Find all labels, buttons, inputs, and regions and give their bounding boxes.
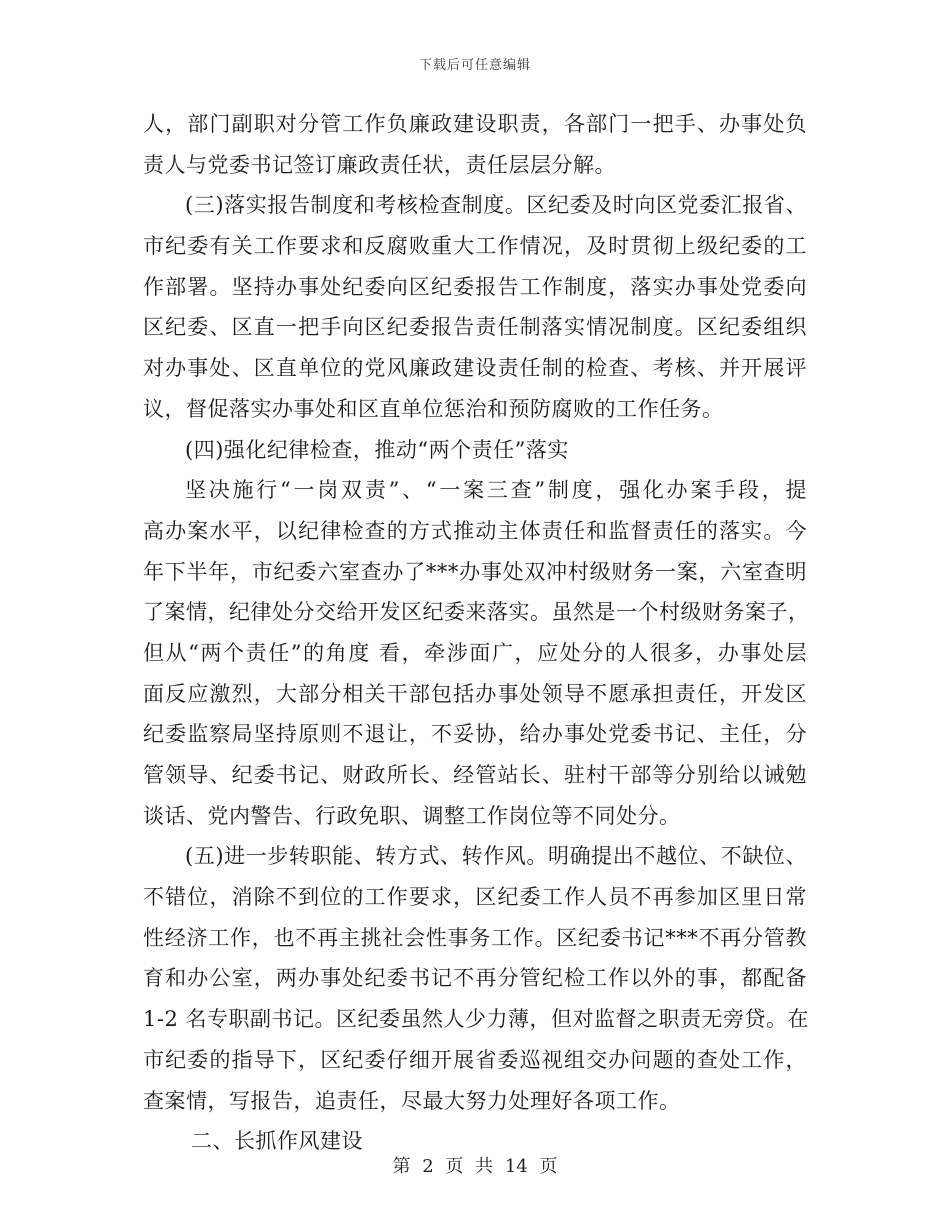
text-line: 人，部门副职对分管工作负廉政建设职责，各部门一把手、办事处负 <box>143 112 807 136</box>
text-line: 不错位，消除不到位的工作要求，区纪委工作人员不再参加区里日常 <box>143 885 807 910</box>
text-line: 纪委监察局坚持原则不退让，不妥协，给办事处党委书记、主任，分 <box>143 722 807 747</box>
text-line: 育和办公室，两办事处纪委书记不再分管纪检工作以外的事，都配备 <box>143 966 807 991</box>
text-line: 市纪委的指导下，区纪委仔细开展省委巡视组交办问题的查处工作， <box>143 1047 807 1072</box>
text-line: 坚决施行“一岗双责”、“一案三查”制度，强化办案手段，提 <box>185 478 807 503</box>
text-line: 但从“两个责任”的角度 看，牵涉面广，应处分的人很多，办事处层 <box>143 640 807 665</box>
text-line: 1-2 名专职副书记。区纪委虽然人少力薄，但对监督之职责无旁贷。在 <box>143 1007 809 1032</box>
page-header: 下载后可任意编辑 <box>418 58 531 73</box>
text-line: (三)落实报告制度和考核检查制度。区纪委及时向区党委汇报省、 <box>185 193 807 218</box>
document-body <box>143 104 810 1162</box>
text-line: 区纪委、区直一把手向区纪委报告责任制落实情况制度。区纪委组织 <box>143 315 807 340</box>
text-line: 管领导、纪委书记、财政所长、经管站长、驻村干部等分别给以诫勉 <box>143 763 807 787</box>
text-line: 责人与党委书记签订廉政责任状，责任层层分解。 <box>143 152 616 177</box>
text-line: 年下半年，市纪委六室查办了***办事处双冲村级财务一案，六室查明 <box>143 559 807 584</box>
text-line: 查案情，写报告，追责任，尽最大努力处理好各项工作。 <box>143 1088 681 1113</box>
text-line: 谈话、党内警告、行政免职、调整工作岗位等不同处分。 <box>143 803 681 828</box>
text-line: 高办案水平，以纪律检查的方式推动主体责任和监督责任的落实。今 <box>143 518 807 543</box>
text-line: 作部署。坚持办事处纪委向区纪委报告工作制度，落实办事处党委向 <box>143 274 807 299</box>
text-line: (四)强化纪律检查，推动“两个责任”落实 <box>185 437 569 462</box>
text-line: 议，督促落实办事处和区直单位惩治和预防腐败的工作任务。 <box>143 396 724 421</box>
text-line: 面反应激烈，大部分相关干部包括办事处领导不愿承担责任，开发区 <box>143 681 807 706</box>
text-line: 了案情，纪律处分交给开发区纪委来落实。虽然是一个村级财务案子， <box>143 600 810 625</box>
text-line: 二、长抓作风建设 <box>191 1129 363 1154</box>
text-line: 市纪委有关工作要求和反腐败重大工作情况，及时贯彻上级纪委的工 <box>143 234 807 259</box>
text-line: (五)进一步转职能、转方式、转作风。明确提出不越位、不缺位、 <box>185 844 807 869</box>
page-number: 第 2 页 共 14 页 <box>392 1156 558 1177</box>
text-line: 性经济工作，也不再主挑社会性事务工作。区纪委书记***不再分管教 <box>143 925 807 950</box>
text-line: 对办事处、区直单位的党风廉政建设责任制的检查、考核、并开展评 <box>143 356 807 381</box>
